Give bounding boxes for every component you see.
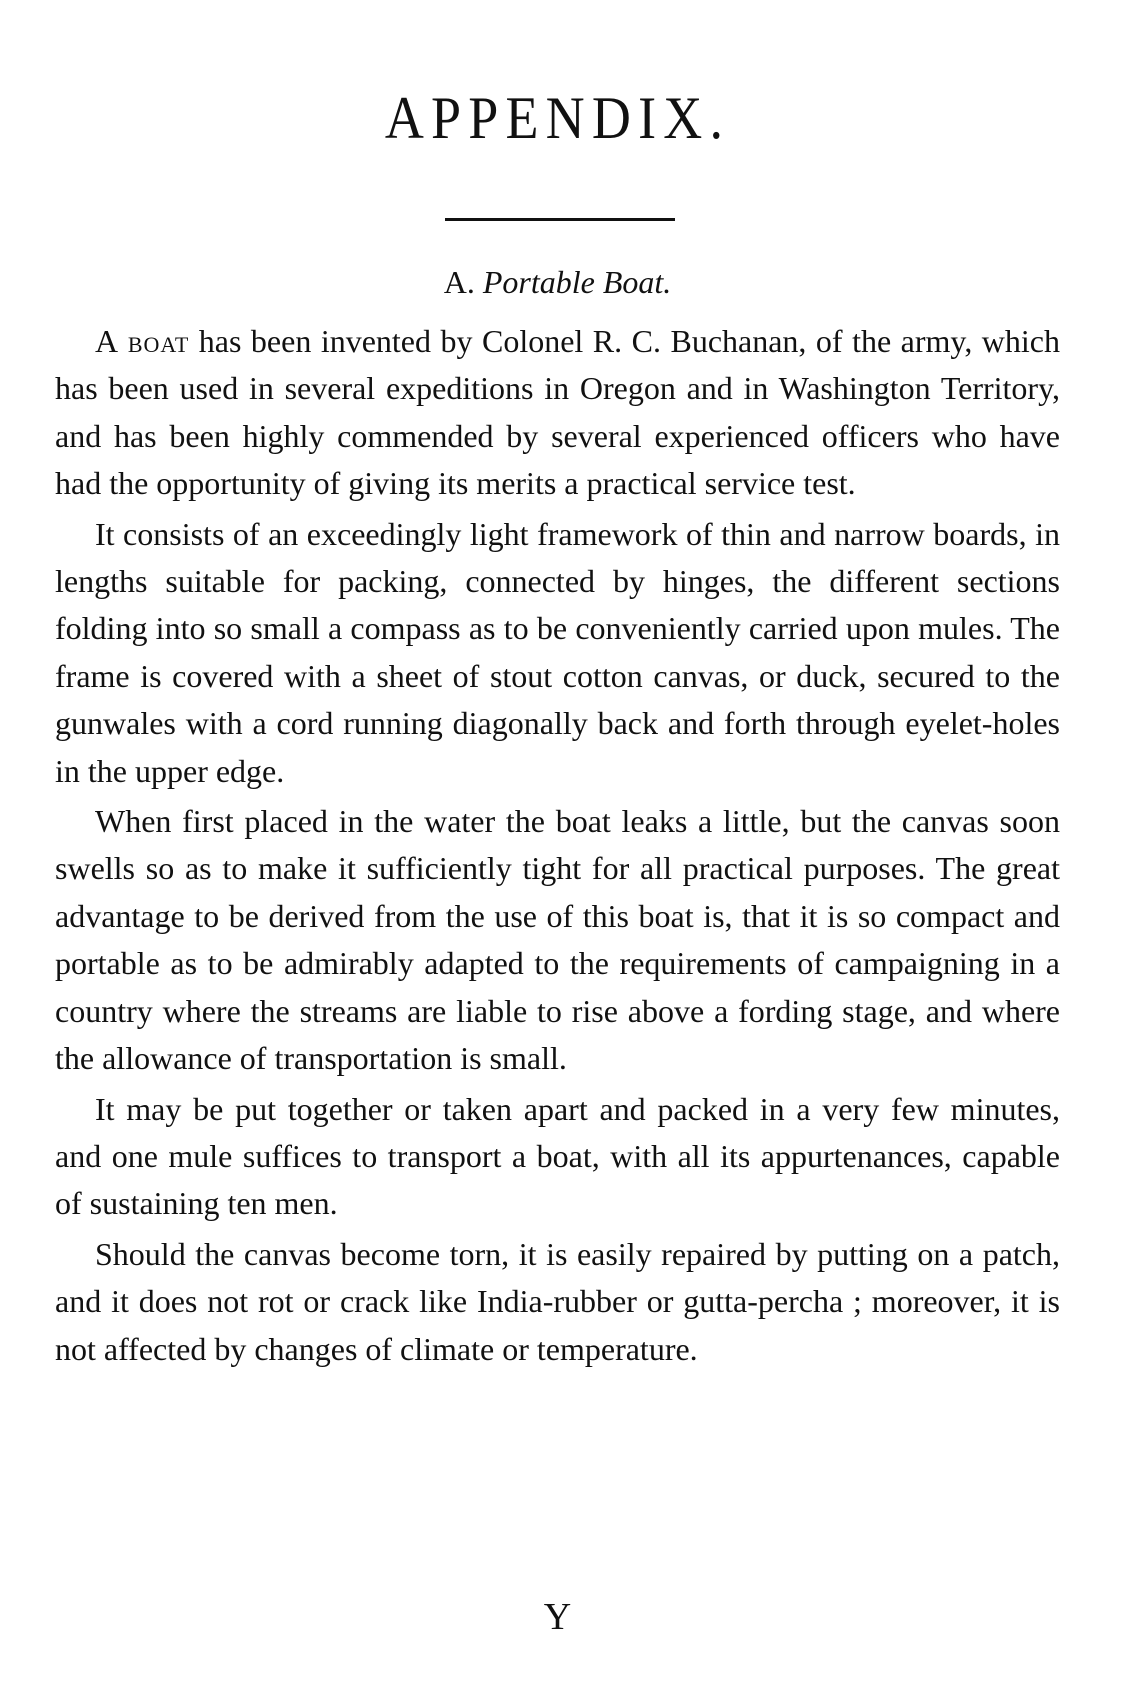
body-text [55,318,1060,1376]
paragraph-1-text: has been invented by Colonel R. C. Buchanan, of the army, which has been used in several expeditions in Oregon and in Washington Territory, and has been highly commended by several experienced officers who have had the opportunity of giving its merits a practical service test. [55,323,1061,502]
paragraph-4: It may be put together or taken apart and packed in a very few minutes, and one mule suffices to transport a boat, with all its appurtenances, capable of sustaining ten men. [55,1090,1060,1222]
section-name: Portable Boat. [482,264,672,300]
section-heading [55,266,1060,298]
paragraph-1 [55,318,1060,508]
paragraph-1-lead: A boat [95,323,190,359]
signature-mark: Y [543,1596,572,1638]
paragraph-3: When first placed in the water the boat leaks a little, but the canvas soon swells so as to make it sufficiently tight for all practical purposes. The great advantage to be derived from the use of this boat is, that it is so compact and portable as to be admirably adapted to the requirements of campaigning in a country where the streams are liable to rise above a fording stage, and where the allowance of transportation is small. [55,803,1060,1077]
appendix-title: APPENDIX. [384,85,731,151]
section-letter: A. [443,264,475,300]
paragraph-5: Should the canvas become torn, it is easily repaired by putting on a patch, and it does not rot or crack like India-rubber or gutta-percha ; moreover, it is not affected by changes of climate or temperature. [55,1235,1060,1367]
book-page [55,0,1060,1697]
paragraph-2: It consists of an exceedingly light framework of thin and narrow boards, in lengths suitable for packing, connected by hinges, the different sections folding into so small a compass as to be conveniently carried upon mules. The frame is covered with a sheet of stout cotton canvas, or duck, secured to the gunwales with a cord running diagonally back and forth through eyelet-holes in the upper edge. [55,515,1060,789]
title-rule [445,218,675,221]
